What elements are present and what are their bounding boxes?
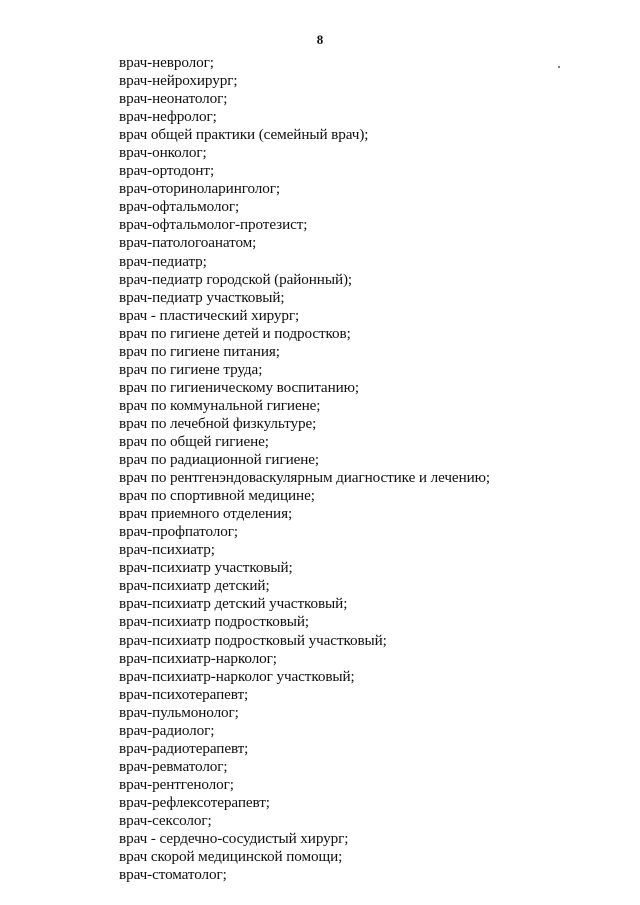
list-item: врач-рентгенолог; xyxy=(119,775,234,793)
list-item: врач-психиатр-нарколог участковый; xyxy=(119,667,355,685)
list-item: врач-нефролог; xyxy=(119,108,217,126)
list-item: врач приемного отделения; xyxy=(119,505,293,523)
list-item: врач по радиационной гигиене; xyxy=(119,451,320,469)
list-item: врач-профпатолог; xyxy=(119,523,238,541)
list-item: врач-оториноларинголог; xyxy=(119,180,280,198)
list-item: врач-патологоанатом; xyxy=(119,234,257,252)
list-item: врач общей практики (семейный врач); xyxy=(119,126,369,144)
list-item: врач-педиатр городской (районный); xyxy=(119,270,353,288)
list-item: врач-ортодонт; xyxy=(119,162,215,180)
list-item: врач по общей гигиене; xyxy=(119,432,269,450)
list-item: врач-неонатолог; xyxy=(119,90,228,108)
list-item: врач по гигиене питания; xyxy=(119,342,280,360)
list-item: врач-стоматолог; xyxy=(119,866,227,884)
list-item: врач-педиатр участковый; xyxy=(119,288,285,306)
list-item: врач-психотерапевт; xyxy=(119,685,249,703)
list-item: врач по спортивной медицине; xyxy=(119,487,315,505)
list-item: врач-психиатр подростковый участковый; xyxy=(119,631,387,649)
list-item: врач по коммунальной гигиене; xyxy=(119,396,321,414)
list-item: врач-педиатр; xyxy=(119,252,207,270)
list-item: врач-психиатр детский участковый; xyxy=(119,595,348,613)
list-item: врач-психиатр; xyxy=(119,541,215,559)
list-item: врач-радиолог; xyxy=(119,721,215,739)
specialty-list xyxy=(119,54,490,884)
list-item: врач-пульмонолог; xyxy=(119,703,239,721)
list-item: врач-психиатр подростковый; xyxy=(119,613,310,631)
scan-speck xyxy=(558,66,560,68)
list-item: врач-онколог; xyxy=(119,144,207,162)
list-item: врач-рефлексотерапевт; xyxy=(119,793,270,811)
list-item: врач-офтальмолог; xyxy=(119,198,240,216)
list-item: врач по гигиене детей и подростков; xyxy=(119,324,351,342)
list-item: врач по гигиене труда; xyxy=(119,360,263,378)
list-item: врач-психиатр детский; xyxy=(119,577,270,595)
list-item: врач-психиатр участковый; xyxy=(119,559,293,577)
list-item: врач по рентгенэндоваскулярным диагностике и лечению; xyxy=(119,469,490,487)
list-item: врач - пластический хирург; xyxy=(119,306,300,324)
list-item: врач по лечебной физкультуре; xyxy=(119,414,317,432)
list-item: врач-психиатр-нарколог; xyxy=(119,649,277,667)
list-item: врач-сексолог; xyxy=(119,811,212,829)
list-item: врач-ревматолог; xyxy=(119,757,228,775)
list-item: врач по гигиеническому воспитанию; xyxy=(119,378,359,396)
list-item: врач-радиотерапевт; xyxy=(119,739,249,757)
list-item: врач-невролог; xyxy=(119,54,214,71)
list-item: врач-офтальмолог-протезист; xyxy=(119,216,308,234)
list-item: врач скорой медицинской помощи; xyxy=(119,848,343,866)
list-item: врач - сердечно-сосудистый хирург; xyxy=(119,830,349,848)
page-number: 8 xyxy=(316,32,324,47)
list-item: врач-нейрохирург; xyxy=(119,72,238,90)
